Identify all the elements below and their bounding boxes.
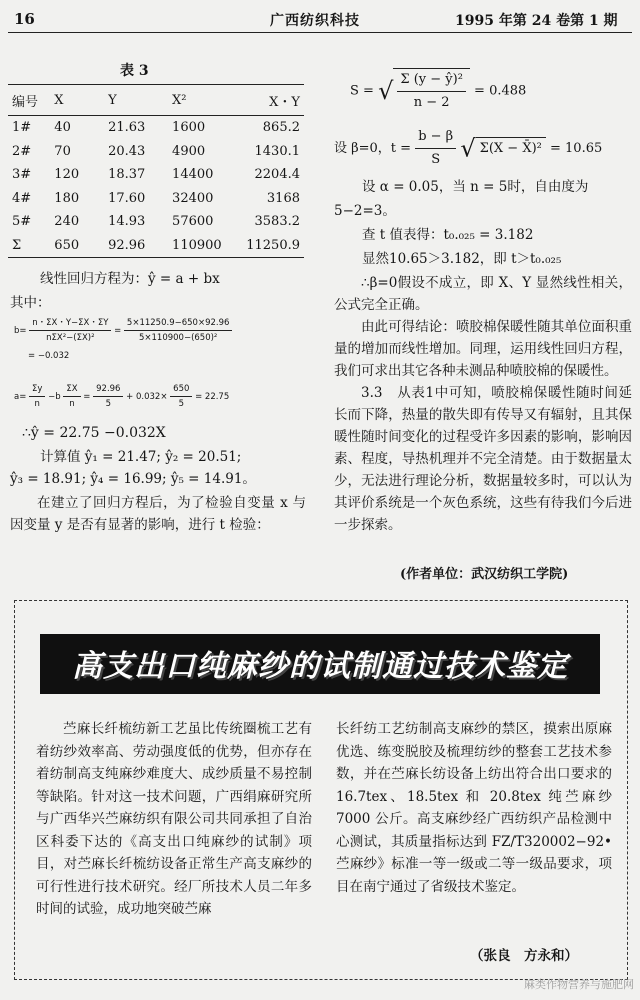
col-header: Y — [104, 85, 168, 116]
article-title: 高支出口纯麻纱的试制通过技术鉴定 — [72, 649, 568, 684]
table-cell: Σ — [8, 234, 50, 258]
table-cell: 650 — [50, 234, 104, 258]
table-cell: 92.96 — [104, 234, 168, 258]
col-header: X・Y — [242, 85, 304, 116]
t-lookup: 查 t 值表得：t₀.₀₂₅ = 3.182 — [362, 227, 534, 243]
a-n4: 650 — [170, 382, 192, 397]
table-cell: 4# — [12, 190, 32, 206]
a-n1: Σy — [29, 382, 45, 397]
s-den: n − 2 — [413, 95, 450, 110]
col-header: 编号 — [8, 85, 50, 116]
hypothesis-para: ∴β=0假设不成立，即 X、Y 显然线性相关，公式完全正确。 — [334, 275, 632, 313]
a-n3: 92.96 — [93, 382, 123, 397]
sqrt-icon: √ — [460, 134, 476, 163]
issue-info: 1995 年第 24 卷第 1 期 — [455, 13, 618, 29]
table-cell: 32400 — [172, 190, 214, 206]
section-3-3-para: 3.3 从表1中可知，喷胶棉保暖性随时间延长而下降，热量的散失即有传导又有辐射，且其保暖性随时间变化的过程受许多因素的影响，影响因素、程度，导热机理并不完全清楚。由于数据量太少，无法进行理论分析，数据量较多时，可以认为其评价系统是一个灰色系统，这些有待我们今后进一步探索。 — [334, 385, 632, 533]
table-row — [8, 187, 304, 211]
t-den: S — [431, 152, 441, 167]
b-fraction-1 — [29, 316, 111, 345]
a-d3: 5 — [105, 399, 111, 409]
b-num-2: 5×11250.9−650×92.96 — [124, 316, 232, 331]
table-cell: 110900 — [168, 234, 242, 258]
table-cell: 57600 — [172, 214, 214, 230]
t-compare: 显然10.65＞3.182，即 t＞t₀.₀₂₅ — [362, 251, 562, 267]
watermark: 麻类作物营养与施肥网 — [524, 978, 634, 991]
table-cell: 14.93 — [108, 214, 146, 230]
col-header: X — [50, 85, 104, 116]
b-result: = −0.032 — [28, 351, 70, 361]
header-rule — [8, 32, 632, 33]
col-header: X² — [168, 85, 242, 116]
journal-title: 广西纺织科技 — [270, 13, 360, 29]
t-formula — [334, 126, 632, 171]
a-d1: n — [34, 399, 40, 409]
t-sqrt: Σ(X − X̄)² — [476, 137, 546, 160]
table-cell: 2# — [12, 143, 32, 159]
b-formula — [14, 316, 314, 363]
where-label: 其中： — [10, 295, 51, 311]
t-lhs: 设 β=0，t = — [334, 141, 412, 156]
b-den-2: 5×110900−(650)² — [138, 333, 218, 343]
table-row — [8, 140, 304, 164]
article-signature: （张良 方永和） — [470, 948, 578, 964]
t-test-intro: 在建立了回归方程后，为了检验自变量 x 与因变量 y 是否有显著的影响，进行 t 检验： — [10, 495, 306, 533]
table-cell: 2204.4 — [254, 167, 300, 183]
alpha-line: 设 α = 0.05，当 n = 5时，自由度为 — [362, 179, 589, 195]
a-minus: −b — [48, 392, 61, 402]
article-column-1: 苎麻长纤梳纺新工艺虽比传统圈梳工艺有着纺纱效率高、劳动强度低的优势，但亦存在着纺制高支纯麻纱难度大、成纱质量不易控制等缺陷。针对这一技术问题，广西绢麻研究所与广西华兴苎麻纺织有限公司共同承担了自治区科委下达的《高支出口纯麻纱的试制》项目，对苎麻长纤梳纺设备正常生产高支麻纱的可行性进行技术研究。经厂所技术人员二年多时间的试验，成功地突破苎麻 — [36, 721, 312, 917]
table-cell: 11250.9 — [242, 234, 304, 258]
b-num-1: n・ΣX・Y−ΣX・ΣY — [29, 316, 111, 331]
computed-values-2: ŷ₃ = 18.91; ŷ₄ = 16.99; ŷ₅ = 14.91。 — [10, 471, 256, 487]
table-cell: 40 — [54, 120, 71, 136]
table-row — [8, 116, 304, 140]
table-cell: 240 — [54, 214, 80, 230]
table-caption: 表 3 — [120, 63, 149, 79]
table-cell: 3583.2 — [254, 214, 300, 230]
a-formula — [14, 382, 314, 411]
table-cell: 21.63 — [108, 120, 146, 136]
right-column-text — [334, 272, 632, 536]
table-cell: 1# — [12, 120, 32, 136]
b-eq: = — [114, 326, 122, 336]
computed-values-1: 计算值 ŷ₁ = 21.47; ŷ₂ = 20.51; — [40, 449, 242, 465]
b-den-1: nΣX²−(ΣX)² — [46, 333, 95, 343]
fitted-equation: ∴ŷ = 22.75 −0.032X — [22, 425, 166, 441]
table-cell: 865.2 — [262, 120, 300, 136]
data-table — [8, 84, 304, 258]
dof-line: 5−2=3。 — [334, 203, 396, 219]
a-result: = 22.75 — [195, 392, 230, 402]
a-frac-4 — [170, 382, 192, 411]
s-sqrt — [393, 68, 470, 114]
table-row — [8, 163, 304, 187]
table-cell: 14400 — [172, 167, 214, 183]
conclusion-para: 由此可得结论：喷胶棉保暖性随其单位面积重量的增加而线性增加。同理，运用线性回归方程，我们可求出其它各种未测品种喷胶棉的保暖性。 — [334, 319, 632, 379]
a-d4: 5 — [178, 399, 184, 409]
s-num: Σ (y − ŷ)² — [397, 69, 466, 92]
page-number: 16 — [14, 10, 35, 28]
s-result: = 0.488 — [474, 83, 527, 99]
b-formula-lhs: b= — [14, 326, 27, 336]
table-cell: 4900 — [172, 143, 206, 159]
a-eq: = — [83, 392, 91, 402]
table-cell: 20.43 — [108, 143, 146, 159]
table-total-row — [8, 234, 304, 258]
author-affiliation: (作者单位：武汉纺织工学院) — [400, 567, 569, 582]
sqrt-icon: √ — [378, 77, 394, 105]
page-header — [0, 0, 640, 32]
s-lhs: S = — [350, 83, 374, 99]
table-cell: 5# — [12, 214, 32, 230]
t-frac — [415, 126, 456, 171]
table-cell: 1600 — [172, 120, 206, 136]
table-cell: 180 — [54, 190, 80, 206]
table-cell: 1430.1 — [254, 143, 300, 159]
t-result: = 10.65 — [550, 141, 603, 156]
table-header-row — [8, 85, 304, 116]
table-cell: 120 — [54, 167, 80, 183]
a-frac-2 — [63, 382, 80, 411]
table-cell: 3168 — [266, 190, 300, 206]
s-frac — [397, 69, 466, 114]
table-cell: 18.37 — [108, 167, 146, 183]
table-cell: 3# — [12, 167, 32, 183]
a-frac-3 — [93, 382, 123, 411]
a-d2: n — [69, 399, 75, 409]
table-cell: 70 — [54, 143, 71, 159]
s-formula — [350, 68, 632, 114]
a-n2: ΣX — [63, 382, 80, 397]
b-fraction-2 — [124, 316, 232, 345]
a-frac-1 — [29, 382, 45, 411]
a-lhs: a= — [14, 392, 27, 402]
table-row — [8, 210, 304, 234]
regression-equation: 线性回归方程为：ŷ = a + bx — [40, 271, 220, 287]
article-column-2: 长纤纺工艺纺制高支麻纱的禁区，摸索出原麻优选、练变脱胶及梳理纺纱的整套工艺技术参数，并在苎麻长纺设备上纺出符合出口要求的 16.7tex、18.5tex 和 20.8tex 纯苎麻纱 7000 公斤。高支麻纱经广西纺织产品检测中心测试，其质量指标达到 FZ/T320002−92•苎麻纱》标准一等一级或二等一级品要求，项目在南宁通过了省级技术鉴定。 — [336, 721, 612, 895]
a-plus: + 0.032× — [126, 392, 168, 402]
table-cell: 17.60 — [108, 190, 146, 206]
t-num: b − β — [415, 126, 456, 149]
